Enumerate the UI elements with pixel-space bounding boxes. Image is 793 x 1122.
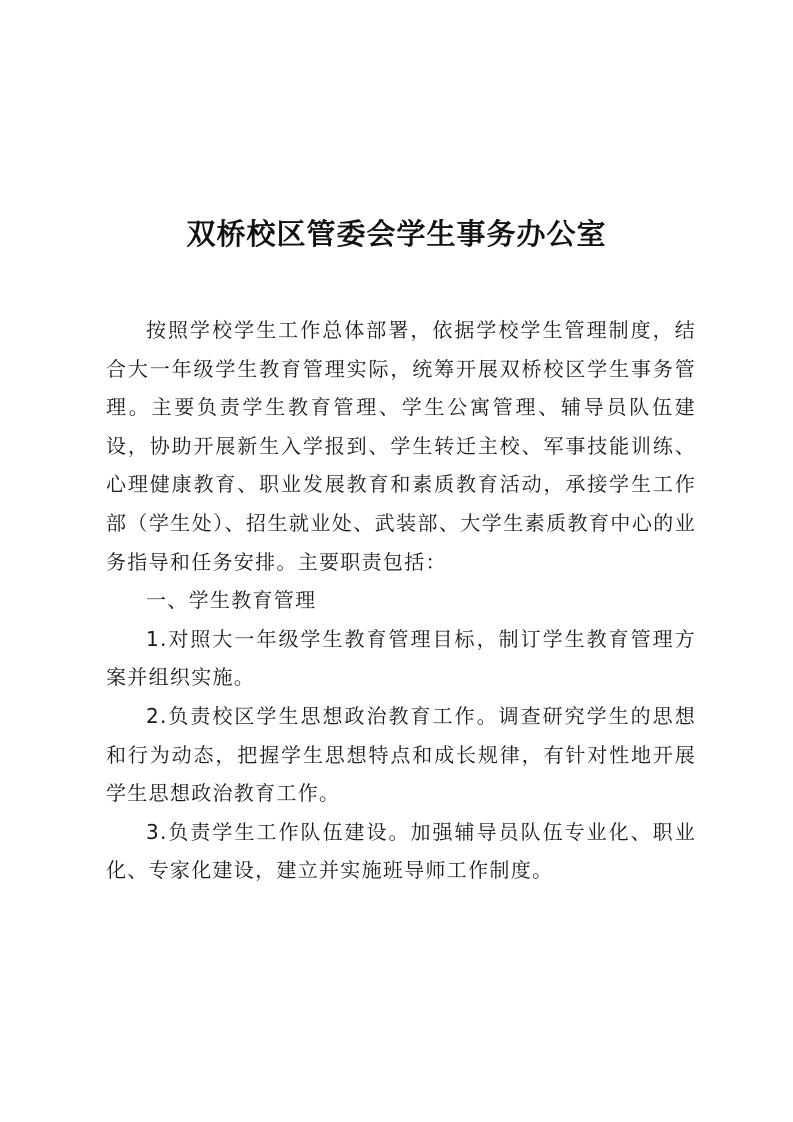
intro-paragraph: 按照学校学生工作总体部署，依据学校学生管理制度，结合大一年级学生教育管理实际，统筹开展双桥校区学生事务管理。主要负责学生教育管理、学生公寓管理、辅导员队伍建设，协助开展新生入学报到、学生转迁主校、军事技能训练、心理健康教育、职业发展教育和素质教育活动，承接学生工作部（学生处）、招生就业处、武装部、大学生素质教育中心的业务指导和任务安排。主要职责包括： — [106, 318, 696, 574]
section-heading: 一、学生教育管理 — [146, 588, 317, 613]
document-title: 双桥校区管委会学生事务办公室 — [186, 217, 607, 251]
duty-item-1: 1.对照大一年级学生教育管理目标，制订学生教育管理方案并组织实施。 — [106, 626, 696, 690]
document-body — [106, 311, 696, 890]
duty-item-2: 2.负责校区学生思想政治教育工作。调查研究学生的思想和行为动态，把握学生思想特点和成长规律，有针对性地开展学生思想政治教育工作。 — [106, 703, 696, 806]
duty-item-3: 3.负责学生工作队伍建设。加强辅导员队伍专业化、职业化、专家化建设，建立并实施班导师工作制度。 — [106, 819, 696, 883]
